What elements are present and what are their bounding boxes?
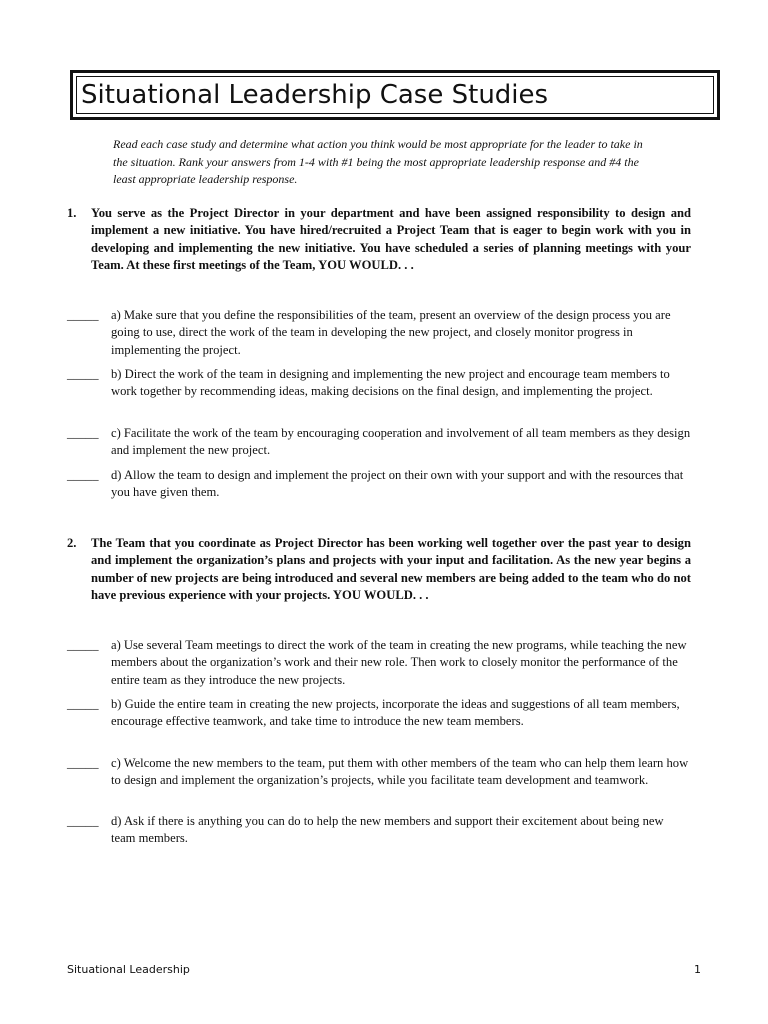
title-inner-border <box>76 76 714 114</box>
option-text: a) Make sure that you define the responsibilities of the team, present an overview of the design process you are going to use, direct the work of the team in developing the new project, and closely monitor progress in implementing the project. <box>111 308 671 357</box>
q2-option-d <box>67 813 691 848</box>
option-text: b) Direct the work of the team in designing and implementing the new project and encourage team members to work together by recommending ideas, making decisions on the final design, and implementing the project. <box>111 367 670 399</box>
question-1 <box>67 205 691 274</box>
question-number: 1. <box>67 206 77 220</box>
page-title: Situational Leadership Case Studies <box>81 80 549 110</box>
option-text: c) Facilitate the work of the team by encouraging cooperation and involvement of all team members as they design and implement the new project. <box>111 426 691 458</box>
q1-option-d <box>67 467 691 502</box>
question-2 <box>67 535 691 604</box>
q1-option-b <box>67 366 691 401</box>
rank-blank[interactable]: _____ <box>67 697 99 711</box>
rank-blank[interactable]: _____ <box>67 638 99 652</box>
intro-instructions: Read each case study and determine what action you think would be most appropriate for the leader to take in the situation. Rank your answers from 1-4 with #1 being the most appropriate leadership response and #4 the least appropriate leadership response. <box>113 137 643 186</box>
rank-blank[interactable]: _____ <box>67 814 99 828</box>
q1-option-c <box>67 425 691 460</box>
rank-blank[interactable]: _____ <box>67 308 99 322</box>
option-text: c) Welcome the new members to the team, put them with other members of the team who can help them learn how to design and implement the organization’s projects, while you facilitate team development and teamwork. <box>111 756 689 788</box>
rank-blank[interactable]: _____ <box>67 426 99 440</box>
q1-option-a <box>67 307 691 359</box>
q2-option-c <box>67 755 691 790</box>
question-text: You serve as the Project Director in your department and have been assigned responsibility to design and implement a new initiative. You have hired/recruited a Project Team that is eager to begin work with you in developing and implementing the new initiative. You have scheduled a series of planning meetings with your Team. At these first meetings of the Team, YOU WOULD. . . <box>91 206 691 272</box>
question-text: The Team that you coordinate as Project Director has been working well together over the past year to design and implement the organization’s plans and projects with your input and facilitation. As the new year begins a number of new projects are being introduced and several new members are being added to the team who do not have previous experience with your projects. YOU WOULD. . . <box>91 536 691 602</box>
rank-blank[interactable]: _____ <box>67 367 99 381</box>
option-text: d) Ask if there is anything you can do to help the new members and support their excitement about being new team members. <box>111 814 664 846</box>
q2-option-b <box>67 696 691 731</box>
question-number: 2. <box>67 536 77 550</box>
rank-blank[interactable]: _____ <box>67 756 99 770</box>
title-box <box>70 70 720 120</box>
q2-option-a <box>67 637 691 689</box>
page-number: 1 <box>694 963 701 976</box>
rank-blank[interactable]: _____ <box>67 468 99 482</box>
option-text: b) Guide the entire team in creating the new projects, incorporate the ideas and suggestions of all team members, encourage effective teamwork, and take time to introduce the new team members. <box>111 697 680 729</box>
option-text: d) Allow the team to design and implement the project on their own with your support and with the resources that you have given them. <box>111 468 684 500</box>
footer-label: Situational Leadership <box>67 963 190 976</box>
option-text: a) Use several Team meetings to direct the work of the team in creating the new programs, while teaching the new members about the organization’s work and their new role. Then work to closely monitor the performance of the entire team as they introduce the new projects. <box>111 638 687 687</box>
